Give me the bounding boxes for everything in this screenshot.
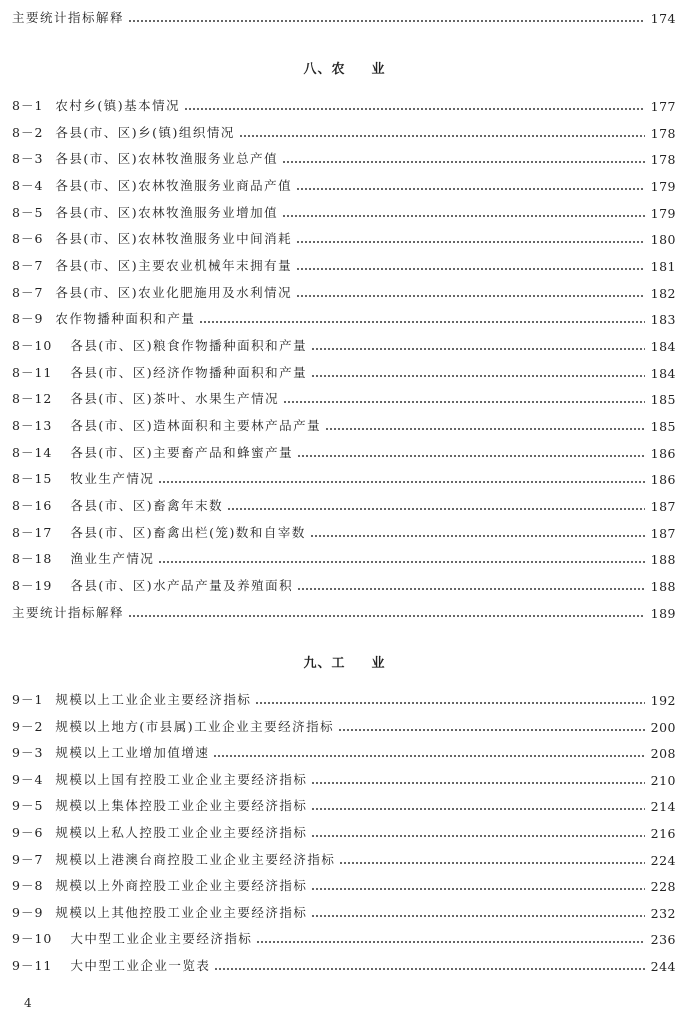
entry-number: 8－16 xyxy=(12,498,53,514)
entry-number: 8－6 xyxy=(12,231,44,247)
dot-leader xyxy=(158,561,644,563)
entry-number: 8－4 xyxy=(12,178,44,193)
entry-title: 渔业生产情况 xyxy=(70,551,155,567)
entry-number: 9－7 xyxy=(12,851,44,867)
toc-entry[interactable] xyxy=(12,796,676,814)
entry-number: 9－11 xyxy=(12,958,53,973)
entry-number: 8－11 xyxy=(12,364,53,380)
toc-entry[interactable] xyxy=(12,876,676,894)
entry-title: 规模以上国有控股工业企业主要经济指标 xyxy=(55,771,308,787)
toc-entry[interactable] xyxy=(12,496,676,514)
entry-page: 192 xyxy=(650,693,676,708)
entry-page: 244 xyxy=(650,959,676,974)
dot-leader xyxy=(311,835,644,837)
toc-entry[interactable] xyxy=(12,149,676,167)
toc-entry[interactable] xyxy=(12,203,676,221)
toc-entry[interactable] xyxy=(12,603,676,621)
toc-entry[interactable] xyxy=(12,96,676,114)
entry-page: 179 xyxy=(650,205,676,221)
entry-page: 185 xyxy=(650,419,676,435)
toc-entry[interactable] xyxy=(12,363,676,381)
toc-entry[interactable] xyxy=(12,690,676,708)
entry-page: 177 xyxy=(650,99,676,114)
toc-entry[interactable] xyxy=(12,256,676,274)
entry-title: 各县(市、区)造林面积和主要林产品产量 xyxy=(70,418,322,434)
entry-title: 各县(市、区)农林牧渔服务业商品产值 xyxy=(55,178,293,193)
entry-title: 大中型工业企业一览表 xyxy=(70,958,211,973)
entry-title: 各县(市、区)农业化肥施用及水利情况 xyxy=(55,284,293,300)
entry-title: 主要统计指标解释 xyxy=(12,604,125,620)
toc-entry[interactable] xyxy=(12,850,676,868)
dot-leader xyxy=(239,135,645,137)
dot-leader xyxy=(128,20,645,22)
entry-page: 224 xyxy=(650,852,676,868)
section-heading-a: 九、工 xyxy=(303,656,346,671)
entry-page: 210 xyxy=(650,772,676,788)
entry-page: 214 xyxy=(650,799,676,815)
dot-leader xyxy=(158,481,644,483)
entry-page: 186 xyxy=(650,472,676,488)
dot-leader xyxy=(296,188,644,190)
section-heading xyxy=(0,652,689,671)
dot-leader xyxy=(297,588,645,590)
entry-title: 各县(市、区)农林牧渔服务业增加值 xyxy=(55,204,279,220)
entry-page: 184 xyxy=(650,365,676,381)
toc-entry[interactable] xyxy=(12,336,676,354)
dot-leader xyxy=(310,535,645,537)
entry-page: 187 xyxy=(650,525,676,541)
entry-title: 规模以上港澳台商控股工业企业主要经济指标 xyxy=(55,851,336,867)
entry-page: 236 xyxy=(650,932,676,948)
entry-page: 185 xyxy=(650,392,676,408)
entry-number: 9－10 xyxy=(12,931,53,947)
dot-leader xyxy=(283,401,645,403)
entry-page: 181 xyxy=(650,259,676,275)
entry-number: 8－9 xyxy=(12,311,44,327)
dot-leader xyxy=(199,321,644,323)
dot-leader xyxy=(311,808,644,810)
dot-leader xyxy=(338,729,644,731)
dot-leader xyxy=(296,295,644,297)
section-heading xyxy=(0,58,689,77)
entry-number: 9－8 xyxy=(12,878,44,894)
toc-entry[interactable] xyxy=(12,956,676,974)
entry-page: 188 xyxy=(650,552,676,568)
entry-page: 183 xyxy=(650,312,676,328)
dot-leader xyxy=(339,862,644,864)
entry-title: 规模以上私人控股工业企业主要经济指标 xyxy=(55,825,308,840)
dot-leader xyxy=(311,915,644,917)
entry-title: 各县(市、区)畜禽出栏(笼)数和自宰数 xyxy=(70,524,306,540)
toc-entry[interactable] xyxy=(12,523,676,541)
entry-page: 179 xyxy=(650,179,676,194)
entry-number: 8－2 xyxy=(12,124,44,140)
entry-page: 182 xyxy=(650,285,676,301)
entry-number: 9－3 xyxy=(12,745,44,761)
entry-title: 各县(市、区)主要农业机械年末拥有量 xyxy=(55,258,293,274)
entry-number: 8－12 xyxy=(12,391,53,407)
entry-title: 各县(市、区)畜禽年末数 xyxy=(70,498,224,514)
entry-title: 各县(市、区)水产品产量及养殖面积 xyxy=(70,578,294,594)
entry-page: 180 xyxy=(650,232,676,248)
entry-page: 178 xyxy=(650,125,676,141)
entry-title: 各县(市、区)农林牧渔服务业总产值 xyxy=(55,151,279,167)
entry-number: 8－19 xyxy=(12,578,53,594)
entry-page: 184 xyxy=(650,339,676,355)
entry-page: 200 xyxy=(650,719,676,735)
section-heading-b: 业 xyxy=(371,62,386,77)
entry-title: 规模以上工业增加值增速 xyxy=(55,745,210,761)
section-heading-a: 八、农 xyxy=(303,62,346,77)
dot-leader xyxy=(214,968,644,970)
dot-leader xyxy=(282,215,644,217)
dot-leader xyxy=(311,888,644,890)
toc-entry[interactable] xyxy=(12,743,676,761)
entry-number: 9－6 xyxy=(12,825,44,840)
entry-page: 188 xyxy=(650,579,676,595)
entry-title: 各县(市、区)农林牧渔服务业中间消耗 xyxy=(55,231,293,247)
toc-entry[interactable] xyxy=(12,443,676,461)
toc-entry[interactable] xyxy=(12,176,676,194)
dot-leader xyxy=(128,615,645,617)
entry-number: 8－5 xyxy=(12,204,44,220)
entry-number: 8－15 xyxy=(12,471,53,487)
entry-number: 9－9 xyxy=(12,904,44,920)
entry-number: 9－1 xyxy=(12,692,44,707)
entry-page: 189 xyxy=(650,605,676,621)
toc-entry[interactable] xyxy=(12,123,676,141)
dot-leader xyxy=(282,161,644,163)
entry-title: 农村乡(镇)基本情况 xyxy=(55,98,181,113)
dot-leader xyxy=(297,455,645,457)
dot-leader xyxy=(325,428,645,430)
entry-title: 规模以上集体控股工业企业主要经济指标 xyxy=(55,798,308,814)
entry-title: 各县(市、区)粮食作物播种面积和产量 xyxy=(70,338,308,354)
toc-entry[interactable] xyxy=(12,469,676,487)
dot-leader xyxy=(227,508,645,510)
toc-entry[interactable] xyxy=(12,576,676,594)
entry-number: 8－7 xyxy=(12,284,44,300)
entry-number: 9－4 xyxy=(12,771,44,787)
toc-entry[interactable] xyxy=(12,229,676,247)
dot-leader xyxy=(311,782,644,784)
toc-entry[interactable] xyxy=(12,416,676,434)
entry-number: 9－5 xyxy=(12,798,44,814)
entry-title: 大中型工业企业主要经济指标 xyxy=(70,931,253,947)
entry-page: 174 xyxy=(650,11,676,26)
entry-title: 各县(市、区)茶叶、水果生产情况 xyxy=(70,391,280,407)
entry-title: 规模以上其他控股工业企业主要经济指标 xyxy=(55,904,308,920)
toc-entry[interactable] xyxy=(12,717,676,735)
toc-entry[interactable] xyxy=(12,309,676,327)
entry-title: 各县(市、区)主要畜产品和蜂蜜产量 xyxy=(70,444,294,460)
entry-page: 186 xyxy=(650,445,676,461)
entry-title: 牧业生产情况 xyxy=(70,471,155,487)
entry-page: 178 xyxy=(650,152,676,168)
toc-entry[interactable] xyxy=(12,903,676,921)
entry-title: 规模以上地方(市县属)工业企业主要经济指标 xyxy=(55,718,335,734)
dot-leader xyxy=(213,755,644,757)
toc-entry[interactable] xyxy=(12,549,676,567)
entry-number: 9－2 xyxy=(12,718,44,734)
dot-leader xyxy=(296,241,644,243)
entry-number: 8－17 xyxy=(12,524,53,540)
entry-number: 8－18 xyxy=(12,551,53,567)
section-heading-b: 业 xyxy=(371,656,386,671)
entry-number: 8－10 xyxy=(12,338,53,354)
entry-title: 各县(市、区)经济作物播种面积和产量 xyxy=(70,364,308,380)
entry-page: 187 xyxy=(650,499,676,515)
entry-number: 8－14 xyxy=(12,444,53,460)
dot-leader xyxy=(256,941,644,943)
entry-page: 208 xyxy=(650,746,676,762)
dot-leader xyxy=(296,268,644,270)
toc-entry[interactable] xyxy=(12,823,676,841)
entry-title: 规模以上工业企业主要经济指标 xyxy=(55,692,252,707)
toc-entry[interactable] xyxy=(12,770,676,788)
entry-page: 216 xyxy=(650,826,676,841)
entry-title: 规模以上外商控股工业企业主要经济指标 xyxy=(55,878,308,894)
entry-title: 主要统计指标解释 xyxy=(12,10,125,25)
dot-leader xyxy=(184,108,644,110)
dot-leader xyxy=(311,375,645,377)
toc-entry[interactable] xyxy=(12,389,676,407)
entry-number: 8－3 xyxy=(12,151,44,167)
dot-leader xyxy=(255,702,644,704)
entry-title: 各县(市、区)乡(镇)组织情况 xyxy=(55,124,235,140)
toc-entry[interactable] xyxy=(12,8,676,26)
page-number: 4 xyxy=(24,996,32,1010)
toc-entry[interactable] xyxy=(12,283,676,301)
entry-page: 232 xyxy=(650,905,676,921)
entry-number: 8－13 xyxy=(12,418,53,434)
toc-entry[interactable] xyxy=(12,929,676,947)
entry-number: 8－1 xyxy=(12,98,44,113)
entry-title: 农作物播种面积和产量 xyxy=(55,311,196,327)
dot-leader xyxy=(311,348,645,350)
entry-page: 228 xyxy=(650,879,676,895)
entry-number: 8－7 xyxy=(12,258,44,274)
